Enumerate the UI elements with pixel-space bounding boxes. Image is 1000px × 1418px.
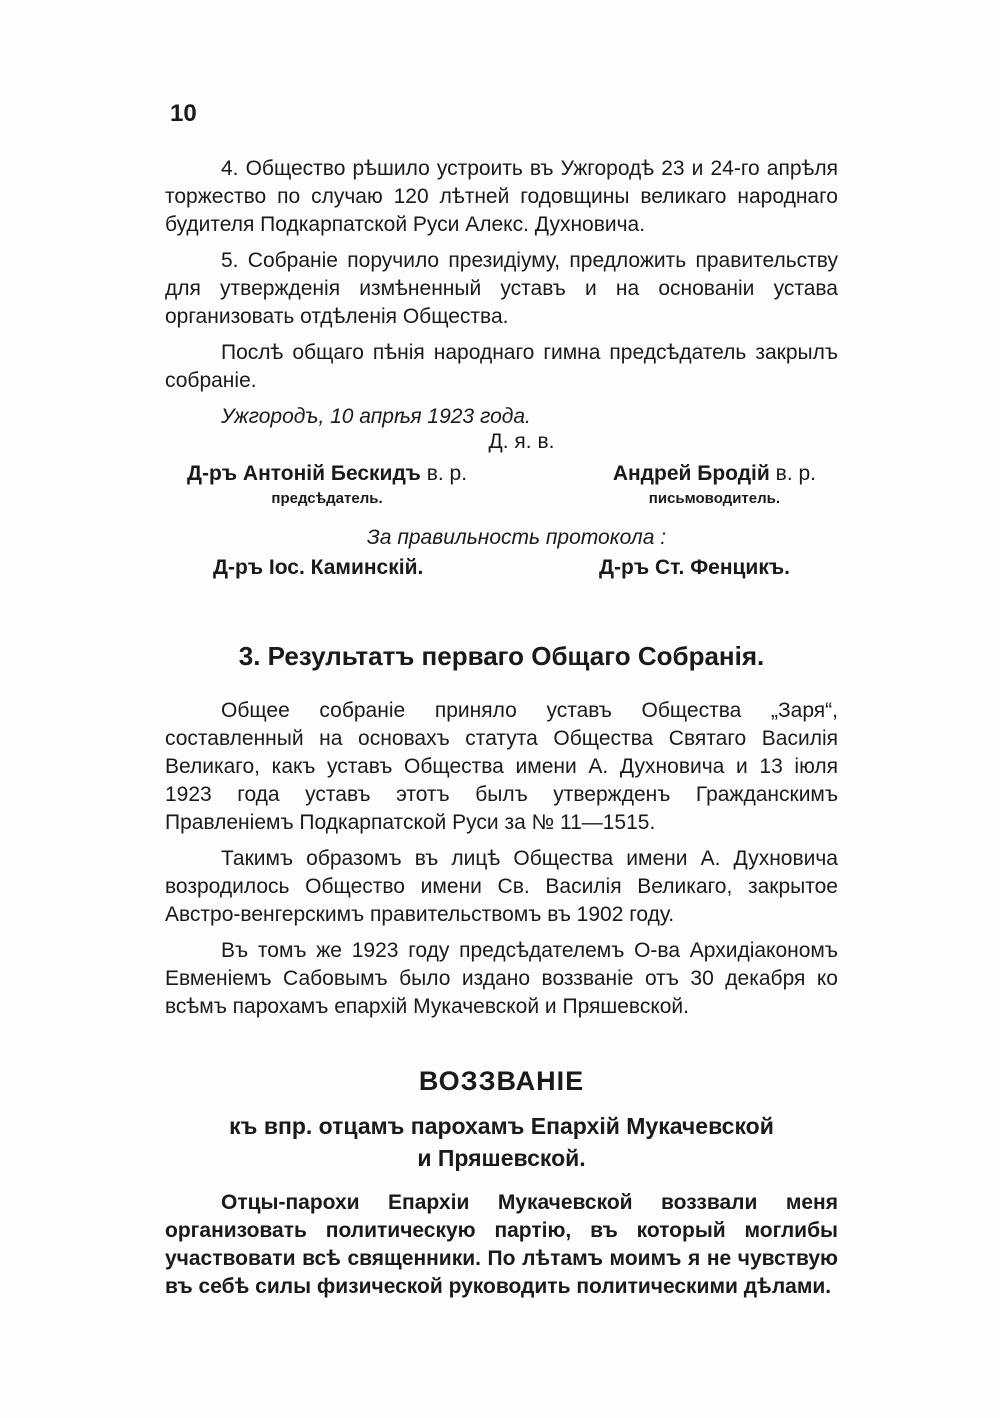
appeal-title: ВОЗЗВАНІЕ — [418, 1066, 585, 1096]
appeal-body — [165, 1189, 838, 1309]
section-heading: 3. Результатъ перваго Общаго Собранія. — [238, 641, 765, 671]
appeal-paragraph: Отцы-парохи Епархіи Мукачевской воззвали меня организовать политическую партію, въ который моглибы участвовати всѣ священники. По лѣтамъ моимъ я не чувствую въ себѣ силы физической руководить политическими дѣлами. — [165, 1191, 838, 1298]
appeal-subtitle — [165, 1110, 838, 1174]
signer-note: в. р. — [426, 462, 468, 485]
signer-chairman — [187, 460, 467, 510]
section3-body — [165, 697, 838, 1029]
appeal-subtitle-line: къ впр. отцамъ парохамъ Епархій Мукачевской — [229, 1113, 774, 1139]
section3-paragraph: Въ томъ же 1923 году предсѣдателемъ О-ва Архидіакономъ Евменіемъ Сабовымъ было издано воззваніе отъ 30 декабря ко всѣмъ парохамъ епархій Мукачевской и Пряшевской. — [165, 939, 838, 1018]
verifier-name: Д-ръ Іос. Каминскій. — [213, 556, 424, 579]
signers-row — [165, 460, 838, 510]
verifier-name: Д-ръ Ст. Фенцикъ. — [599, 556, 790, 579]
signer-note: в. р. — [775, 462, 816, 485]
place-date: Ужгородъ, 10 апрѣя 1923 года. — [221, 405, 531, 428]
section3-paragraph: Общее собраніе приняло уставъ Общества „Заря“, составленный на основахъ статута Общества Святаго Василія Великаго, какъ уставъ Общества имени А. Духновича и 13 іюля 1923 года уставъ этотъ былъ утвержденъ Гражданскимъ Правленіемъ Подкарпатской Руси за № 11—1515. — [165, 699, 838, 834]
signer-role: письмоводитель. — [648, 490, 781, 507]
paragraph-closing: Послѣ общаго пѣнія народнаго гимна предсѣдатель закрылъ собраніе. — [165, 341, 838, 392]
dyav-line: Д. я. в. — [488, 430, 555, 453]
signer-secretary — [613, 460, 816, 510]
signer-role: предсѣдатель. — [271, 490, 383, 507]
page-number: 10 — [170, 100, 197, 127]
appeal-subtitle-line: и Пряшевской. — [417, 1145, 586, 1171]
paragraph-item-5: 5. Собраніе поручило президіуму, предложить правительству для утвержденія измѣненный уставъ и на основаніи устава организовать отдѣленія Общества. — [165, 249, 838, 328]
verifiers-row — [165, 554, 838, 582]
minutes-block — [165, 155, 838, 435]
signatures-block — [165, 428, 838, 582]
signer-name: Андрей Бродій — [612, 462, 770, 485]
verify-label: За правильность протокола : — [366, 526, 667, 549]
paragraph-item-4: 4. Общество рѣшило устроить въ Ужгородѣ 23 и 24-го апрѣля торжество по случаю 120 лѣтней годовщины великаго народнаго будителя Подкарпатской Руси Алекс. Духновича. — [165, 157, 838, 236]
section3-paragraph: Такимъ образомъ въ лицѣ Общества имени А. Духновича возродилось Общество имени Св. Василія Великаго, закрытое Австро-венгерскимъ правительствомъ въ 1902 году. — [165, 847, 838, 926]
signer-name: Д-ръ Антоній Бескидъ — [187, 462, 421, 485]
